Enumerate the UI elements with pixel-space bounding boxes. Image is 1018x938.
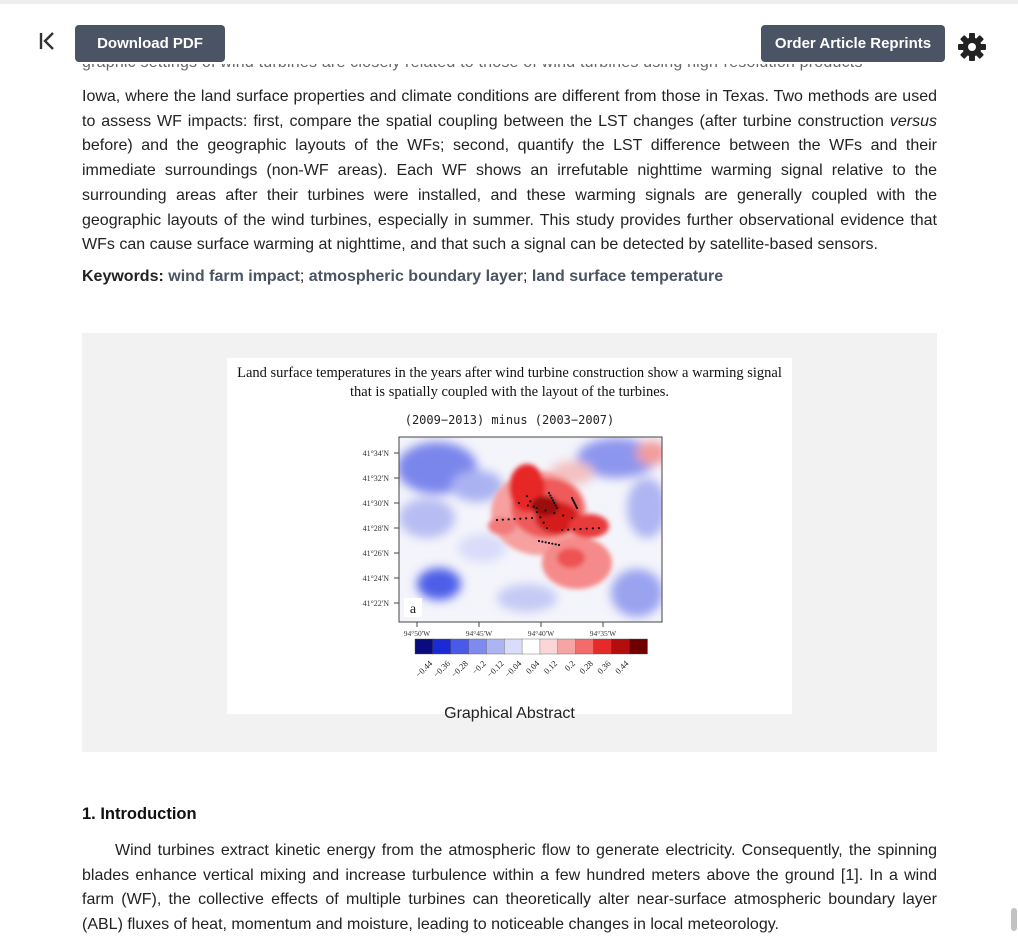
turbine-dot bbox=[571, 517, 573, 519]
panel-label: a bbox=[409, 602, 417, 617]
colorbar-tick: 0.12 bbox=[541, 658, 560, 676]
turbine-dot bbox=[533, 506, 535, 508]
colorbar-swatch bbox=[451, 639, 469, 654]
turbine-dot bbox=[579, 528, 581, 530]
turbine-dot bbox=[538, 540, 540, 542]
lat-label: 41°32'N bbox=[362, 474, 389, 483]
latitude-labels bbox=[363, 449, 399, 608]
colorbar-tick: −0.12 bbox=[484, 658, 506, 680]
download-pdf-button[interactable]: Download PDF bbox=[75, 25, 225, 62]
colorbar-tick: 0.2 bbox=[562, 658, 578, 673]
turbine-dot bbox=[555, 504, 557, 506]
turbine-dot bbox=[576, 507, 578, 509]
colorbar-swatch bbox=[558, 639, 576, 654]
colorbar-swatch bbox=[433, 639, 451, 654]
turbine-dot bbox=[549, 494, 551, 496]
introduction-paragraph: Wind turbines extract kinetic energy from the atmospheric flow to generate electricity. Consequently, the spinning blades enhance vertical mixing and increase turbulence within a few hundred meters above the ground [1]. In a wind farm (WF), the collective effects of multiple turbines can theoretically alter near-surface atmospheric boundary layer (ABL) fluxes of heat, momentum and moisture, leading to noticeable changes in local meteorology. bbox=[82, 842, 937, 934]
reference-link[interactable]: [1] bbox=[840, 866, 859, 884]
order-reprints-button[interactable]: Order Article Reprints bbox=[761, 25, 945, 62]
turbine-dot bbox=[548, 542, 550, 544]
keywords-line: Keywords: wind farm impact; atmospheric boundary layer; land surface temperature bbox=[82, 268, 724, 285]
turbine-dot bbox=[531, 517, 533, 519]
graphical-abstract-caption: Graphical Abstract bbox=[444, 705, 575, 722]
lon-label: 94°40'W bbox=[527, 629, 555, 638]
colorbar-swatch bbox=[611, 639, 629, 654]
lon-label: 94°45'W bbox=[465, 629, 493, 638]
turbine-dot bbox=[552, 499, 554, 501]
colorbar-tick: 0.28 bbox=[577, 658, 595, 676]
gear-icon[interactable] bbox=[957, 32, 987, 62]
turbine-dot bbox=[553, 502, 555, 504]
section-heading-introduction: 1. Introduction bbox=[82, 805, 197, 823]
colorbar-tick: −0.44 bbox=[413, 658, 435, 680]
turbine-dot bbox=[561, 529, 563, 531]
turbine-dot bbox=[544, 509, 546, 511]
lon-label: 94°35'W bbox=[589, 629, 617, 638]
longitude-labels bbox=[404, 622, 617, 638]
colorbar-tick: −0.36 bbox=[431, 658, 453, 680]
turbine-dot bbox=[545, 541, 547, 543]
colorbar-swatch bbox=[469, 639, 487, 654]
figure-subtitle: (2009−2013) minus (2003−2007) bbox=[404, 413, 615, 427]
turbine-dot bbox=[558, 544, 560, 546]
turbine-dot bbox=[553, 512, 555, 514]
lst-difference-map bbox=[227, 358, 792, 714]
turbine-dot bbox=[496, 519, 498, 521]
graphical-abstract-box bbox=[82, 333, 937, 752]
turbine-dot bbox=[513, 518, 515, 520]
abstract-paragraph: Iowa, where the land surface properties and climate conditions are different from those in Texas. Two methods are used to assess WF impacts: first, compare the spatial coupling between the LST changes (after turbine construction versus before) and the geographic layouts of the WFs; second, quantify the LST difference between the WFs and their immediate surroundings (non-WF areas). Each WF shows an irrefutable nighttime warming signal relative to the surrounding areas after their turbines were installed, and these warming signals are generally coupled with the geographic layouts of the wind turbines, especially in summer. This study provides further observational evidence that WFs can cause surface warming at nighttime, and that such a signal can be detected by satellite-based sensors. bbox=[82, 88, 937, 254]
back-to-top-button[interactable] bbox=[34, 30, 60, 56]
lon-label: 94°50'W bbox=[403, 629, 431, 638]
turbine-dot bbox=[529, 500, 531, 502]
keywords-label: Keywords: bbox=[82, 268, 169, 285]
turbine-dot bbox=[592, 527, 594, 529]
turbine-dot bbox=[527, 504, 529, 506]
turbine-dot bbox=[567, 529, 569, 531]
lat-label: 41°22'N bbox=[362, 599, 389, 608]
colorbar-swatch bbox=[593, 639, 611, 654]
map-field bbox=[397, 437, 668, 622]
turbine-dot bbox=[518, 502, 520, 504]
lat-label: 41°30'N bbox=[362, 499, 389, 508]
turbine-dot bbox=[551, 543, 553, 545]
turbine-dot bbox=[526, 495, 528, 497]
lat-label: 41°34'N bbox=[362, 449, 389, 458]
colorbar-tick: −0.2 bbox=[469, 658, 488, 677]
lat-label: 41°26'N bbox=[362, 549, 389, 558]
turbine-dot bbox=[546, 527, 548, 529]
colorbar-tick: 0.04 bbox=[523, 658, 542, 676]
colorbar-swatch bbox=[540, 639, 558, 654]
lat-label: 41°28'N bbox=[362, 524, 389, 533]
collapse-left-icon bbox=[36, 30, 58, 52]
turbine-dot bbox=[573, 528, 575, 530]
colorbar-swatch bbox=[576, 639, 594, 654]
colorbar-tick: −0.04 bbox=[502, 658, 524, 680]
turbine-dot bbox=[586, 528, 588, 530]
colorbar-swatch bbox=[486, 639, 504, 654]
graphical-abstract-figure[interactable] bbox=[227, 358, 792, 714]
turbine-dot bbox=[539, 516, 541, 518]
article-toolbar bbox=[0, 4, 1018, 64]
turbine-dot bbox=[536, 507, 538, 509]
keyword-link[interactable]: land surface temperature bbox=[531, 268, 724, 285]
colorbar-tick: 0.44 bbox=[612, 658, 631, 676]
turbine-dot bbox=[541, 541, 543, 543]
turbine-dot bbox=[598, 527, 600, 529]
colorbar-swatch bbox=[504, 639, 522, 654]
abstract-clipped-line bbox=[82, 64, 937, 78]
keyword-link[interactable]: atmospheric boundary layer bbox=[308, 268, 524, 285]
turbine-dot bbox=[555, 543, 557, 545]
turbine-dot bbox=[548, 492, 550, 494]
colorbar-swatch bbox=[522, 639, 540, 654]
colorbar bbox=[415, 639, 648, 654]
turbine-dot bbox=[502, 519, 504, 521]
colorbar-tick-labels bbox=[413, 658, 631, 680]
turbine-dot bbox=[508, 518, 510, 520]
colorbar-swatch bbox=[415, 639, 433, 654]
turbine-dot bbox=[556, 507, 558, 509]
colorbar-tick: 0.36 bbox=[595, 658, 613, 676]
turbine-dot bbox=[551, 497, 553, 499]
turbine-dot bbox=[525, 517, 527, 519]
turbine-dot bbox=[543, 522, 545, 524]
colorbar-tick: −0.28 bbox=[448, 658, 470, 680]
turbine-dot bbox=[562, 514, 564, 516]
turbine-dot bbox=[519, 518, 521, 520]
figure-title: Land surface temperatures in the years after wind turbine construction show a warming signal that is spatially coupled with the layout of the turbines. bbox=[237, 365, 782, 400]
scrollbar-thumb[interactable] bbox=[1011, 908, 1017, 931]
colorbar-swatch bbox=[629, 639, 647, 654]
turbine-dot bbox=[536, 511, 538, 513]
keyword-link[interactable]: wind farm impact bbox=[168, 268, 300, 285]
lat-label: 41°24'N bbox=[362, 574, 389, 583]
